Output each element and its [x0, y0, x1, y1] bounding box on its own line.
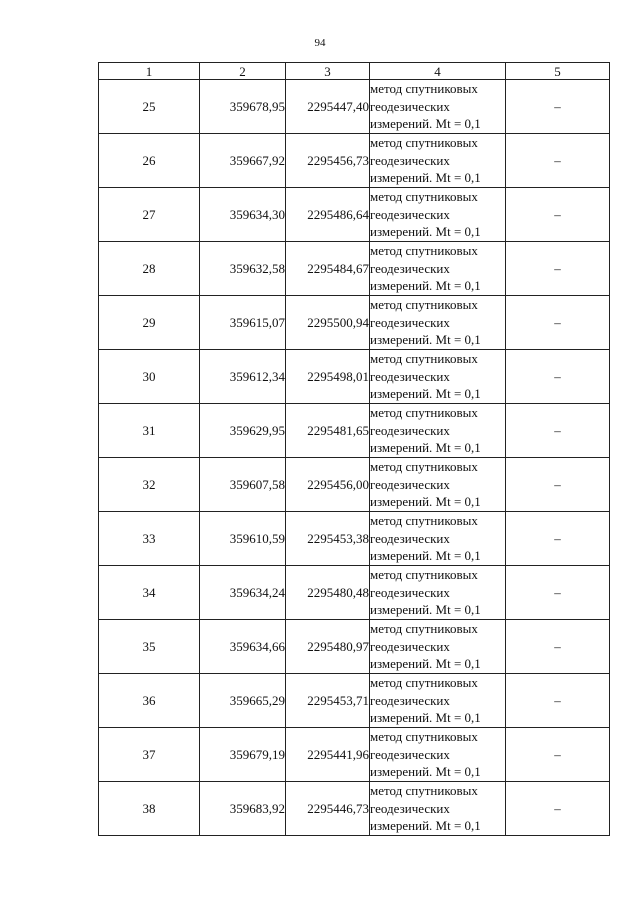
method-line: геодезических — [370, 800, 450, 816]
method-line: метод спутниковых — [370, 135, 478, 151]
point-number-cell: 37 — [99, 728, 200, 782]
method-line: геодезических — [370, 476, 450, 492]
method-line: измерений. Mt = 0,1 — [370, 548, 481, 564]
point-number-cell: 30 — [99, 350, 200, 404]
method-cell — [370, 134, 506, 188]
page-number: 94 — [314, 37, 326, 49]
note-cell: – — [506, 242, 610, 296]
y-coordinate-cell: 2295456,73 — [286, 134, 370, 188]
method-line: геодезических — [370, 746, 450, 762]
x-coordinate-cell: 359665,29 — [200, 674, 286, 728]
method-line: измерений. Mt = 0,1 — [370, 170, 481, 186]
note-cell: – — [506, 512, 610, 566]
table-row — [99, 566, 610, 620]
note-cell: – — [506, 566, 610, 620]
method-line: измерений. Mt = 0,1 — [370, 116, 481, 132]
x-coordinate-cell: 359634,24 — [200, 566, 286, 620]
table-row — [99, 620, 610, 674]
table-row — [99, 242, 610, 296]
header-col-3: 3 — [286, 63, 370, 80]
method-cell — [370, 512, 506, 566]
method-line: измерений. Mt = 0,1 — [370, 710, 481, 726]
point-number-cell: 33 — [99, 512, 200, 566]
x-coordinate-cell: 359634,30 — [200, 188, 286, 242]
method-line: измерений. Mt = 0,1 — [370, 386, 481, 402]
method-cell — [370, 404, 506, 458]
y-coordinate-cell: 2295500,94 — [286, 296, 370, 350]
coordinates-table — [98, 62, 610, 836]
table-row — [99, 134, 610, 188]
point-number-cell: 27 — [99, 188, 200, 242]
method-cell — [370, 242, 506, 296]
method-line: измерений. Mt = 0,1 — [370, 224, 481, 240]
x-coordinate-cell: 359607,58 — [200, 458, 286, 512]
method-line: метод спутниковых — [370, 81, 478, 97]
note-cell: – — [506, 674, 610, 728]
point-number-cell: 26 — [99, 134, 200, 188]
table-row — [99, 512, 610, 566]
method-line: метод спутниковых — [370, 351, 478, 367]
method-line: метод спутниковых — [370, 405, 478, 421]
method-line: измерений. Mt = 0,1 — [370, 278, 481, 294]
method-cell — [370, 80, 506, 134]
note-cell: – — [506, 296, 610, 350]
x-coordinate-cell: 359610,59 — [200, 512, 286, 566]
method-line: геодезических — [370, 368, 450, 384]
note-cell: – — [506, 350, 610, 404]
method-line: измерений. Mt = 0,1 — [370, 764, 481, 780]
y-coordinate-cell: 2295447,40 — [286, 80, 370, 134]
y-coordinate-cell: 2295453,38 — [286, 512, 370, 566]
method-line: метод спутниковых — [370, 189, 478, 205]
x-coordinate-cell: 359612,34 — [200, 350, 286, 404]
note-cell: – — [506, 728, 610, 782]
y-coordinate-cell: 2295480,48 — [286, 566, 370, 620]
y-coordinate-cell: 2295456,00 — [286, 458, 370, 512]
point-number-cell: 32 — [99, 458, 200, 512]
point-number-cell: 29 — [99, 296, 200, 350]
x-coordinate-cell: 359615,07 — [200, 296, 286, 350]
table-row — [99, 674, 610, 728]
x-coordinate-cell: 359634,66 — [200, 620, 286, 674]
x-coordinate-cell: 359678,95 — [200, 80, 286, 134]
method-line: геодезических — [370, 692, 450, 708]
method-line: геодезических — [370, 260, 450, 276]
table-row — [99, 80, 610, 134]
method-cell — [370, 566, 506, 620]
table-header-row — [99, 63, 610, 80]
y-coordinate-cell: 2295486,64 — [286, 188, 370, 242]
x-coordinate-cell: 359667,92 — [200, 134, 286, 188]
method-line: измерений. Mt = 0,1 — [370, 656, 481, 672]
note-cell: – — [506, 404, 610, 458]
table-row — [99, 188, 610, 242]
table-row — [99, 728, 610, 782]
y-coordinate-cell: 2295446,73 — [286, 782, 370, 836]
method-line: метод спутниковых — [370, 513, 478, 529]
method-line: метод спутниковых — [370, 783, 478, 799]
method-line: геодезических — [370, 530, 450, 546]
method-line: метод спутниковых — [370, 621, 478, 637]
y-coordinate-cell: 2295480,97 — [286, 620, 370, 674]
method-line: геодезических — [370, 638, 450, 654]
table-body — [99, 80, 610, 836]
method-line: измерений. Mt = 0,1 — [370, 494, 481, 510]
table-row — [99, 296, 610, 350]
method-line: геодезических — [370, 422, 450, 438]
method-cell — [370, 296, 506, 350]
y-coordinate-cell: 2295481,65 — [286, 404, 370, 458]
header-col-2: 2 — [200, 63, 286, 80]
method-line: метод спутниковых — [370, 297, 478, 313]
method-line: метод спутниковых — [370, 459, 478, 475]
method-cell — [370, 458, 506, 512]
note-cell: – — [506, 80, 610, 134]
method-line: метод спутниковых — [370, 567, 478, 583]
point-number-cell: 25 — [99, 80, 200, 134]
y-coordinate-cell: 2295484,67 — [286, 242, 370, 296]
point-number-cell: 35 — [99, 620, 200, 674]
table-row — [99, 404, 610, 458]
x-coordinate-cell: 359629,95 — [200, 404, 286, 458]
note-cell: – — [506, 620, 610, 674]
point-number-cell: 36 — [99, 674, 200, 728]
method-line: измерений. Mt = 0,1 — [370, 818, 481, 834]
method-cell — [370, 728, 506, 782]
header-col-4: 4 — [370, 63, 506, 80]
point-number-cell: 34 — [99, 566, 200, 620]
table-row — [99, 458, 610, 512]
method-cell — [370, 620, 506, 674]
method-cell — [370, 782, 506, 836]
method-line: геодезических — [370, 206, 450, 222]
x-coordinate-cell: 359683,92 — [200, 782, 286, 836]
note-cell: – — [506, 188, 610, 242]
method-line: геодезических — [370, 314, 450, 330]
method-line: метод спутниковых — [370, 243, 478, 259]
method-line: метод спутниковых — [370, 675, 478, 691]
note-cell: – — [506, 134, 610, 188]
method-line: геодезических — [370, 584, 450, 600]
x-coordinate-cell: 359632,58 — [200, 242, 286, 296]
method-cell — [370, 188, 506, 242]
note-cell: – — [506, 458, 610, 512]
y-coordinate-cell: 2295498,01 — [286, 350, 370, 404]
note-cell: – — [506, 782, 610, 836]
y-coordinate-cell: 2295441,96 — [286, 728, 370, 782]
header-col-5: 5 — [506, 63, 610, 80]
method-line: метод спутниковых — [370, 729, 478, 745]
point-number-cell: 28 — [99, 242, 200, 296]
method-line: измерений. Mt = 0,1 — [370, 440, 481, 456]
table-row — [99, 782, 610, 836]
method-line: геодезических — [370, 98, 450, 114]
method-cell — [370, 350, 506, 404]
method-line: геодезических — [370, 152, 450, 168]
method-line: измерений. Mt = 0,1 — [370, 332, 481, 348]
method-cell — [370, 674, 506, 728]
header-col-1: 1 — [99, 63, 200, 80]
point-number-cell: 38 — [99, 782, 200, 836]
table-row — [99, 350, 610, 404]
y-coordinate-cell: 2295453,71 — [286, 674, 370, 728]
point-number-cell: 31 — [99, 404, 200, 458]
method-line: измерений. Mt = 0,1 — [370, 602, 481, 618]
x-coordinate-cell: 359679,19 — [200, 728, 286, 782]
